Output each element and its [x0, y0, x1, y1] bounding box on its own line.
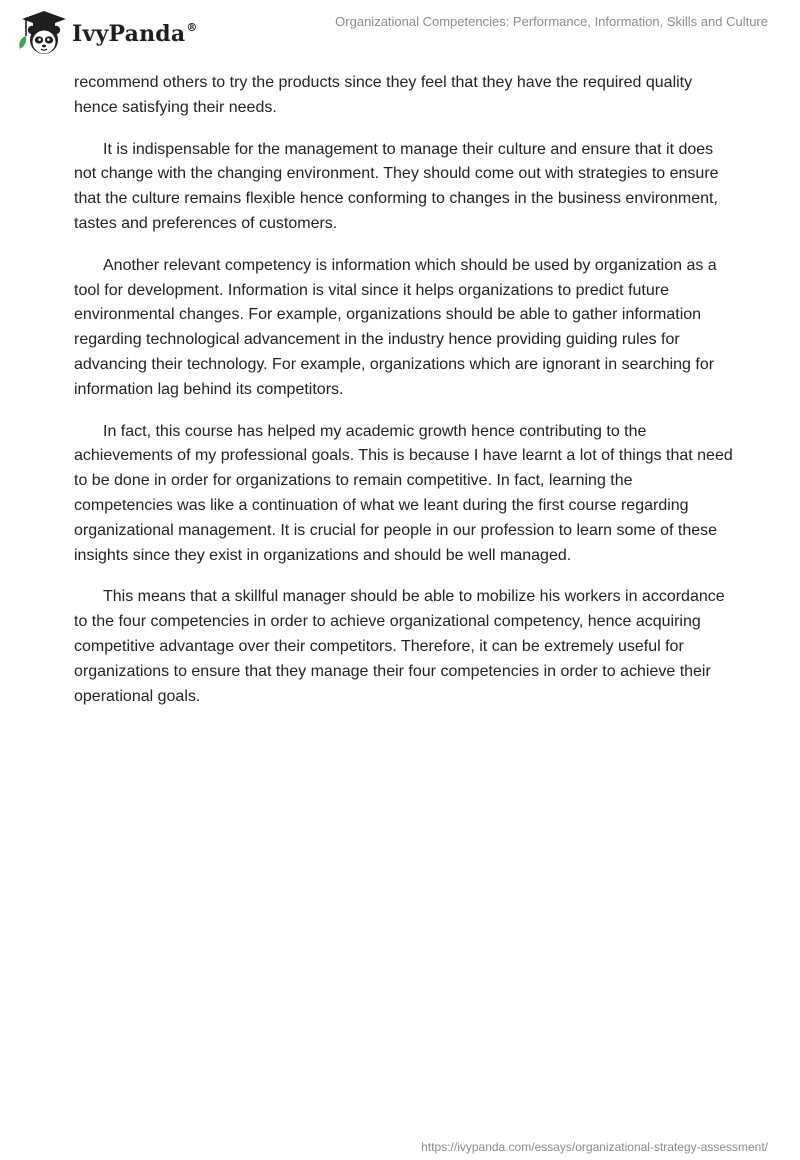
essay-body — [74, 71, 734, 726]
source-url-link[interactable]: https://ivypanda.com/essays/organizational-strategy-assessment/ — [421, 1140, 768, 1154]
registered-mark: ® — [186, 20, 198, 34]
ivypanda-logo[interactable] — [14, 8, 198, 58]
page-header — [0, 0, 800, 70]
paragraph-culture: It is indispensable for the management to manage their culture and ensure that it does not change with the changing environment. They should come out with strategies to ensure that the culture remains flexible hence conforming to changes in the business environment, tastes and preferences of customers. — [74, 140, 719, 232]
document-title: Organizational Competencies: Performance, Information, Skills and Culture — [335, 14, 768, 29]
paragraph-continued: recommend others to try the products since they feel that they have the required quality hence satisfying their needs. — [74, 74, 693, 116]
paragraph-conclusion: This means that a skillful manager should be able to mobilize his workers in accordance to the four competencies in order to achieve organizational competency, hence acquiring competitive advantage over their competitors. Therefore, it can be extremely useful for organizations to ensure that they manage their four competencies in order to achieve their operational goals. — [74, 588, 725, 705]
paragraph-course-reflection: In fact, this course has helped my academic growth hence contributing to the achievements of my professional goals. This is because I have learnt a lot of things that need to be done in order for organizations to remain competitive. In fact, learning the competencies was like a continuation of what we leant during the first course regarding organizational management. It is crucial for people in our profession to learn some of these insights since they exist in organizations and should be well managed. — [74, 422, 733, 564]
paragraph-information: Another relevant competency is information which should be used by organization as a tool for development. Information is vital since it helps organizations to predict future environmental changes. For example, organizations should be able to gather information regarding technological advancement in the industry hence providing guiding rules for advancing their technology. For example, organizations which are ignorant in searching for information lag behind its competitors. — [74, 256, 717, 398]
panda-graduate-logo-icon — [14, 8, 66, 58]
brand-name: IvyPanda® — [72, 20, 198, 47]
